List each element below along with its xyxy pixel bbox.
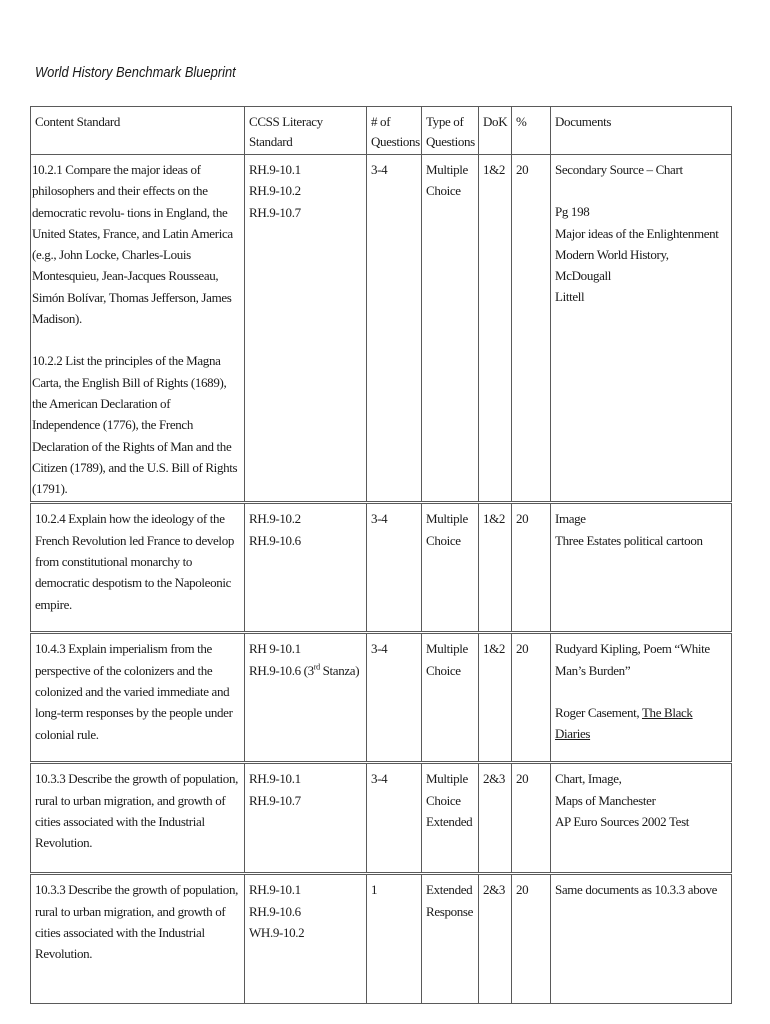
document-text: Rudyard Kipling, Poem “White xyxy=(555,641,710,657)
num-questions-cell: 3-4 xyxy=(367,155,422,503)
header-dok: DoK xyxy=(479,107,512,155)
book-title: The Black Diaries xyxy=(555,705,693,742)
ccss-cell xyxy=(245,633,367,763)
ccss-code: RH.9-10.6 xyxy=(249,903,301,919)
question-type-cell xyxy=(422,155,479,503)
ccss-code: RH.9-10.2 xyxy=(249,511,301,527)
type-text: Extended xyxy=(426,814,473,830)
table-row xyxy=(31,155,732,503)
type-text: Choice xyxy=(426,792,461,808)
type-text: Choice xyxy=(426,183,461,199)
ccss-cell xyxy=(245,763,367,874)
header-num-questions: # of Questions xyxy=(367,107,422,155)
ccss-code: RH.9-10.7 xyxy=(249,792,301,808)
type-text: Multiple xyxy=(426,641,468,657)
ccss-cell xyxy=(245,155,367,503)
document-text: Modern World History, McDougall xyxy=(555,246,669,284)
document-text: Image xyxy=(555,511,586,527)
header-ccss: CCSS Literacy Standard xyxy=(245,107,367,155)
percent-cell: 20 xyxy=(512,503,551,633)
content-standard-cell: 10.2.4 Explain how the ideology of the French Revolution led France to develop from constitutional monarchy to democratic despotism to the Napoleonic empire. xyxy=(31,503,245,633)
ccss-code: RH.9-10.6 xyxy=(249,532,301,548)
dok-cell: 2&3 xyxy=(479,874,512,1004)
content-standard-cell: 10.4.3 Explain imperialism from the perspective of the colonizers and the colonized and the varied immediate and long-term responses by the people under colonial rule. xyxy=(31,633,245,763)
standard-text: 10.2.2 List the principles of the Magna Carta, the English Bill of Rights (1689), the American Declaration of Independence (1776), the French Declaration of the Rights of Man and the Citizen (1789), and the U.S. Bill of Rights (1791). xyxy=(32,353,238,497)
document-text: Maps of Manchester xyxy=(555,792,656,808)
table-row xyxy=(31,874,732,1004)
document-text: Same documents as 10.3.3 above xyxy=(555,882,718,898)
documents-cell xyxy=(551,763,732,874)
header-type: Type of Questions xyxy=(422,107,479,155)
ccss-code: RH.9-10.1 xyxy=(249,882,301,898)
ccss-code: WH.9-10.2 xyxy=(249,925,305,941)
num-questions-cell: 3-4 xyxy=(367,503,422,633)
document-text: Major ideas of the Enlightenment xyxy=(555,225,719,241)
documents-cell xyxy=(551,874,732,1004)
type-text: Response xyxy=(426,903,474,919)
header-content-standard: Content Standard xyxy=(31,107,245,155)
document-text: Man’s Burden” xyxy=(555,662,631,678)
ccss-code: RH 9-10.1 xyxy=(249,641,301,657)
ccss-cell xyxy=(245,503,367,633)
type-text: Choice xyxy=(426,662,461,678)
ccss-code: RH.9-10.1 xyxy=(249,162,301,177)
dok-cell: 1&2 xyxy=(479,633,512,763)
document-title: World History Benchmark Blueprint xyxy=(35,64,236,81)
question-type-cell xyxy=(422,874,479,1004)
documents-cell xyxy=(551,633,732,763)
question-type-cell xyxy=(422,763,479,874)
num-questions-cell: 3-4 xyxy=(367,633,422,763)
document-text: Roger Casement, The Black Diaries xyxy=(555,705,693,742)
documents-cell xyxy=(551,503,732,633)
content-standard-cell xyxy=(31,155,245,503)
ccss-code: RH.9-10.1 xyxy=(249,771,301,787)
standard-text: 10.2.1 Compare the major ideas of philosophers and their effects on the democratic revolu- tions in England, the United States, France, and Latin America (e.g., John Locke, Charles-Louis Montesquieu, Jean-Jacques Rousseau, Simón Bolívar, Thomas Jefferson, James Madison). xyxy=(32,162,233,327)
content-standard-cell: 10.3.3 Describe the growth of population, rural to urban migration, and growth of cities associated with the Industrial Revolution. xyxy=(31,763,245,874)
content-standard-cell: 10.3.3 Describe the growth of population, rural to urban migration, and growth of cities associated with the Industrial Revolution. xyxy=(31,874,245,1004)
table-row xyxy=(31,503,732,633)
dok-cell: 1&2 xyxy=(479,155,512,503)
num-questions-cell: 3-4 xyxy=(367,763,422,874)
type-text: Multiple xyxy=(426,771,468,787)
ccss-code: RH.9-10.2 xyxy=(249,183,301,199)
num-questions-cell: 1 xyxy=(367,874,422,1004)
percent-cell: 20 xyxy=(512,155,551,503)
question-type-cell xyxy=(422,633,479,763)
question-type-cell xyxy=(422,503,479,633)
header-documents: Documents xyxy=(551,107,732,155)
table-row xyxy=(31,763,732,874)
document-text: Secondary Source – Chart xyxy=(555,162,683,177)
documents-cell xyxy=(551,155,732,503)
document-text: AP Euro Sources 2002 Test xyxy=(555,814,690,830)
dok-cell: 1&2 xyxy=(479,503,512,633)
type-text: Extended xyxy=(426,882,473,898)
document-text: Chart, Image, xyxy=(555,771,622,787)
header-percent: % xyxy=(512,107,551,155)
ccss-code: RH.9-10.6 (3rd Stanza) xyxy=(249,662,360,678)
type-text: Choice xyxy=(426,532,461,548)
ccss-cell xyxy=(245,874,367,1004)
dok-cell: 2&3 xyxy=(479,763,512,874)
header-row xyxy=(31,107,732,155)
percent-cell: 20 xyxy=(512,763,551,874)
document-text: Pg 198 xyxy=(555,204,590,220)
type-text: Multiple xyxy=(426,162,468,177)
percent-cell: 20 xyxy=(512,874,551,1004)
table-row xyxy=(31,633,732,763)
type-text: Multiple xyxy=(426,511,468,527)
document-text: Littell xyxy=(555,289,585,305)
document-text: Three Estates political cartoon xyxy=(555,532,703,548)
blueprint-table xyxy=(30,106,732,1004)
percent-cell: 20 xyxy=(512,633,551,763)
ccss-code: RH.9-10.7 xyxy=(249,204,301,220)
